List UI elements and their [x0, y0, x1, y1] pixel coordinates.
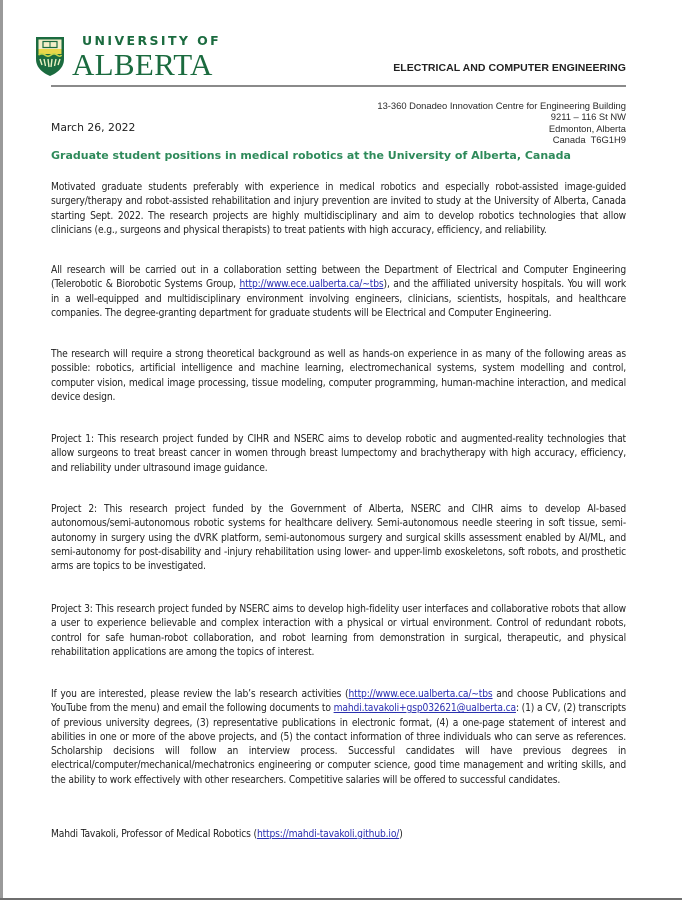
university-logo	[34, 33, 221, 80]
paragraph-project-3	[51, 603, 626, 660]
paragraph-text: Project 3: This research project funded by NSERC aims to develop high-fidelity user interfaces and collaborative robots that allow a user to experience believable and complex interaction with a physical or virtual environment. Control of redundant robots, control for safe human-robot collaboration, and robot learning from demonstration in surgical, therapeutic, and physical rehabilitation applications are among the topics of interest.	[51, 604, 626, 658]
paragraph-text: All research will be carried out in a collaboration setting between the Department of Electrical and Computer Engineering (Telerobotic & Biorobotic Systems Group,	[51, 265, 626, 291]
paragraph-requirements	[51, 348, 626, 405]
page-border-left	[0, 0, 3, 900]
letter-date: March 26, 2022	[51, 121, 136, 134]
signature	[51, 828, 626, 842]
logo-line-2: ALBERTA	[72, 46, 213, 82]
letter-title: Graduate student positions in medical robotics at the University of Alberta, Canada	[51, 149, 571, 162]
contact-email-link[interactable]: mahdi.tavakoli+gsp032621@ualberta.ca	[333, 703, 516, 715]
signature-text: )	[399, 829, 403, 840]
paragraph-text: Project 1: This research project funded by CIHR and NSERC aims to develop robotic and augmented-reality technologies that allow surgeons to treat breast cancer in women through breast lumpectomy and brachytherapy with high accuracy, efficiency, and reliability under ultrasound image guidance.	[51, 434, 626, 474]
department-name: ELECTRICAL AND COMPUTER ENGINEERING	[393, 62, 626, 74]
paragraph-text: If you are interested, please review the lab’s research activities (	[51, 689, 349, 700]
address-line: Canada T6G1H9	[552, 134, 626, 146]
paragraph-text: The research will require a strong theoretical background as well as hands-on experience in as many of the following areas as possible: robotics, artificial intelligence and machine learning, electromechanical systems, system modelling and control, computer vision, medical image processing, tissue modeling, computer programming, human-machine interaction, and medical device design.	[51, 349, 626, 403]
paragraph-text: Motivated graduate students preferably with experience in medical robotics and especially robot-assisted image-guided surgery/therapy and robot-assisted rehabilitation and injury prevention are invited to study at the University of Alberta, Canada starting Sept. 2022. The research projects are highly multidisciplinary and aim to develop robotics technologies that allow clinicians (e.g., surgeons and physical therapists) to treat patients with high accuracy, efficiency, and reliability.	[51, 182, 626, 236]
lab-website-link[interactable]: http://www.ece.ualberta.ca/~tbs	[348, 689, 493, 700]
lab-website-link[interactable]: http://www.ece.ualberta.ca/~tbs	[239, 279, 384, 291]
paragraph-text: Project 2: This research project funded by the Government of Alberta, NSERC and CIHR aims to develop AI-based autonomous/semi-autonomous robotic systems for healthcare delivery. Semi-autonomous needle steering in soft tissue, semi-autonomy in surgery using the dVRK platform, semi-autonomous surgery and surgical skills assessment enabled by AI/ML, and semi-autonomy for post-disability and -injury rehabilitation using lower- and upper-limb exoskeletons, soft robots, and prosthetic arms are topics to be investigated.	[51, 504, 626, 573]
paragraph-text: and choose Publications and YouTube from the menu) and email the following documents to	[51, 689, 626, 715]
paragraph-project-1	[51, 433, 626, 476]
signature-text: Mahdi Tavakoli, Professor of Medical Robotics (	[51, 829, 257, 840]
paragraph-intro	[51, 181, 626, 238]
paragraph-text: : (1) a CV, (2) transcripts of previous university degrees, (3) representative publications in electronic format, (4) a one-page statement of interest and abilities in one or more of the above projects, and (5) the contact information of three individuals who can serve as references. Scholarship decisions will follow an interview process. Successful candidates will have previous degrees in electrical/computer/mechanical/mechatronics engineering or computer science, good time management and writing skills, and the ability to work effectively with other researchers. Competitive salaries will be offered to successful candidates.	[51, 703, 626, 786]
paragraph-application	[51, 688, 626, 788]
personal-website-link[interactable]: https://mahdi-tavakoli.github.io/	[256, 829, 400, 840]
address-line: 13-360 Donadeo Innovation Centre for Engineering Building	[377, 100, 626, 111]
paragraph-collaboration	[51, 264, 626, 321]
department-address	[377, 100, 626, 146]
university-crest-icon	[34, 35, 66, 77]
logo-line-1: UNIVERSITY OF	[82, 33, 222, 48]
address-line: 9211 – 116 St NW	[550, 111, 626, 123]
address-line: Edmonton, Alberta	[548, 122, 626, 134]
paragraph-project-2	[51, 503, 626, 574]
paragraph-text: ), and the affiliated university hospitals. You will work in a well-equipped and multidisciplinary environment involving engineers, clinicians, scientists, hospitals, and healthcare companies. The degree-granting department for graduate students will be Electrical and Computer Engineering.	[51, 279, 626, 319]
header-divider	[51, 85, 626, 87]
